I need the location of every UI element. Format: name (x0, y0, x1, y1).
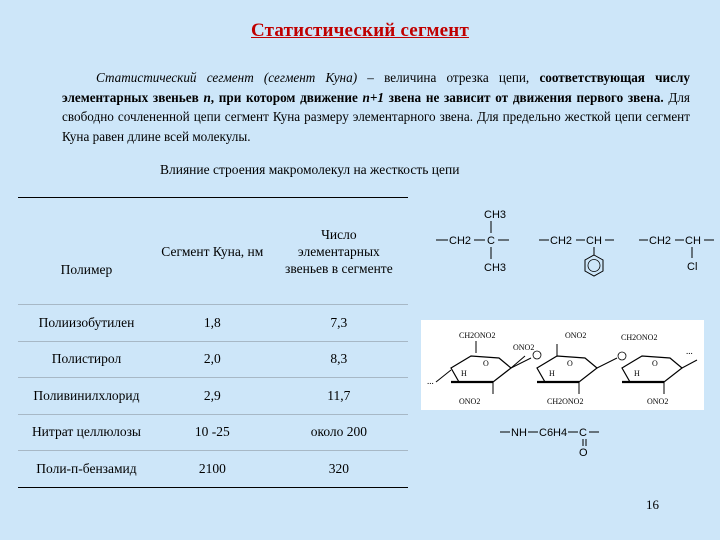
definition-bold-b: , при котором движение (210, 89, 363, 105)
ring-h: H (634, 369, 640, 378)
header-polymer: Полимер (18, 198, 155, 305)
poly-p-benzamide-structure (498, 418, 608, 458)
cell-group: CH2ONO2 (547, 397, 584, 406)
header-kuhn-segment: Сегмент Куна, нм (155, 198, 270, 305)
table-row (18, 305, 408, 342)
kuhn-value: 2,0 (155, 341, 270, 378)
cell-group: CH2ONO2 (621, 333, 658, 342)
var-n: n (203, 89, 211, 105)
var-n-plus-1: n+1 (362, 89, 384, 105)
kuhn-value: 10 -25 (155, 414, 270, 451)
ppba-carbonyl-c: C (579, 427, 587, 439)
table-row (18, 414, 408, 451)
kuhn-value: 2100 (155, 451, 270, 488)
polymer-name: Полиизобутилен (18, 305, 155, 342)
ring-h: H (461, 369, 467, 378)
definition-rest: Для свободно сочлененной цепи сегмент Куна размеру элементарного звена. Для предельно жесткой цепи сегмент Куна равен длине всей молекулы. (62, 89, 690, 144)
table-header-row (18, 198, 408, 305)
definition-lead: – величина отрезка цепи, (357, 70, 530, 85)
svg-text:...: ... (427, 376, 434, 386)
pib-top-group: CH3 (484, 209, 507, 221)
ppba-oxygen: O (579, 447, 588, 458)
pvc-substituent: Cl (687, 261, 698, 273)
definition-bold-c: звена не зависит от движения первого звена. (383, 89, 664, 105)
polyisobutylene-structure (434, 203, 524, 275)
ring-o: ONO2 (513, 343, 535, 352)
kuhn-value: 1,8 (155, 305, 270, 342)
polymer-name: Полистирол (18, 341, 155, 378)
svg-text:...: ... (686, 346, 693, 356)
header-units-count: Число элементарных звеньев в сегменте (270, 198, 408, 305)
cell-group: ONO2 (459, 397, 481, 406)
ring-o: O (567, 359, 573, 368)
pib-chain-a: CH2 (449, 235, 472, 247)
cell-group: ONO2 (647, 397, 669, 406)
ppba-phenylene: C6H4 (539, 427, 568, 439)
pib-bottom-group: CH3 (484, 262, 507, 274)
polymer-name: Поли-п-бензамид (18, 451, 155, 488)
units-value: около 200 (270, 414, 408, 451)
ring-o: O (483, 359, 489, 368)
pvc-chain-b: CH (685, 235, 701, 247)
units-value: 7,3 (270, 305, 408, 342)
kuhn-segment-table (18, 197, 408, 488)
table-caption: Влияние строения макромолекул на жесткость цепи (160, 162, 460, 177)
ring-h: H (549, 369, 555, 378)
units-value: 8,3 (270, 341, 408, 378)
definition-term: Статистический сегмент (сегмент Куна) (96, 70, 358, 85)
units-value: 320 (270, 451, 408, 488)
cell-group: CH2ONO2 (459, 331, 496, 340)
kuhn-value: 2,9 (155, 378, 270, 415)
definition-bold-a: соответствующая числу элементарных звеньев (62, 70, 691, 105)
cellulose-nitrate-structure (421, 320, 704, 410)
units-value: 11,7 (270, 378, 408, 415)
polystyrene-structure (537, 230, 617, 285)
table-row (18, 451, 408, 488)
polymer-name: Нитрат целлюлозы (18, 414, 155, 451)
cell-group: ONO2 (565, 331, 587, 340)
ring-o: O (652, 359, 658, 368)
ps-chain-b: CH (586, 235, 602, 247)
ppba-nh: NH (511, 427, 527, 439)
page-number: 16 (646, 497, 659, 512)
pib-chain-b: C (487, 235, 495, 247)
polymer-name: Поливинилхлорид (18, 378, 155, 415)
pvc-chain-a: CH2 (649, 235, 672, 247)
slide-title: Статистический сегмент (251, 20, 469, 41)
definition-paragraph (62, 68, 690, 146)
table-row (18, 341, 408, 378)
pvc-structure (637, 230, 719, 275)
table-row (18, 378, 408, 415)
ps-chain-a: CH2 (550, 235, 573, 247)
